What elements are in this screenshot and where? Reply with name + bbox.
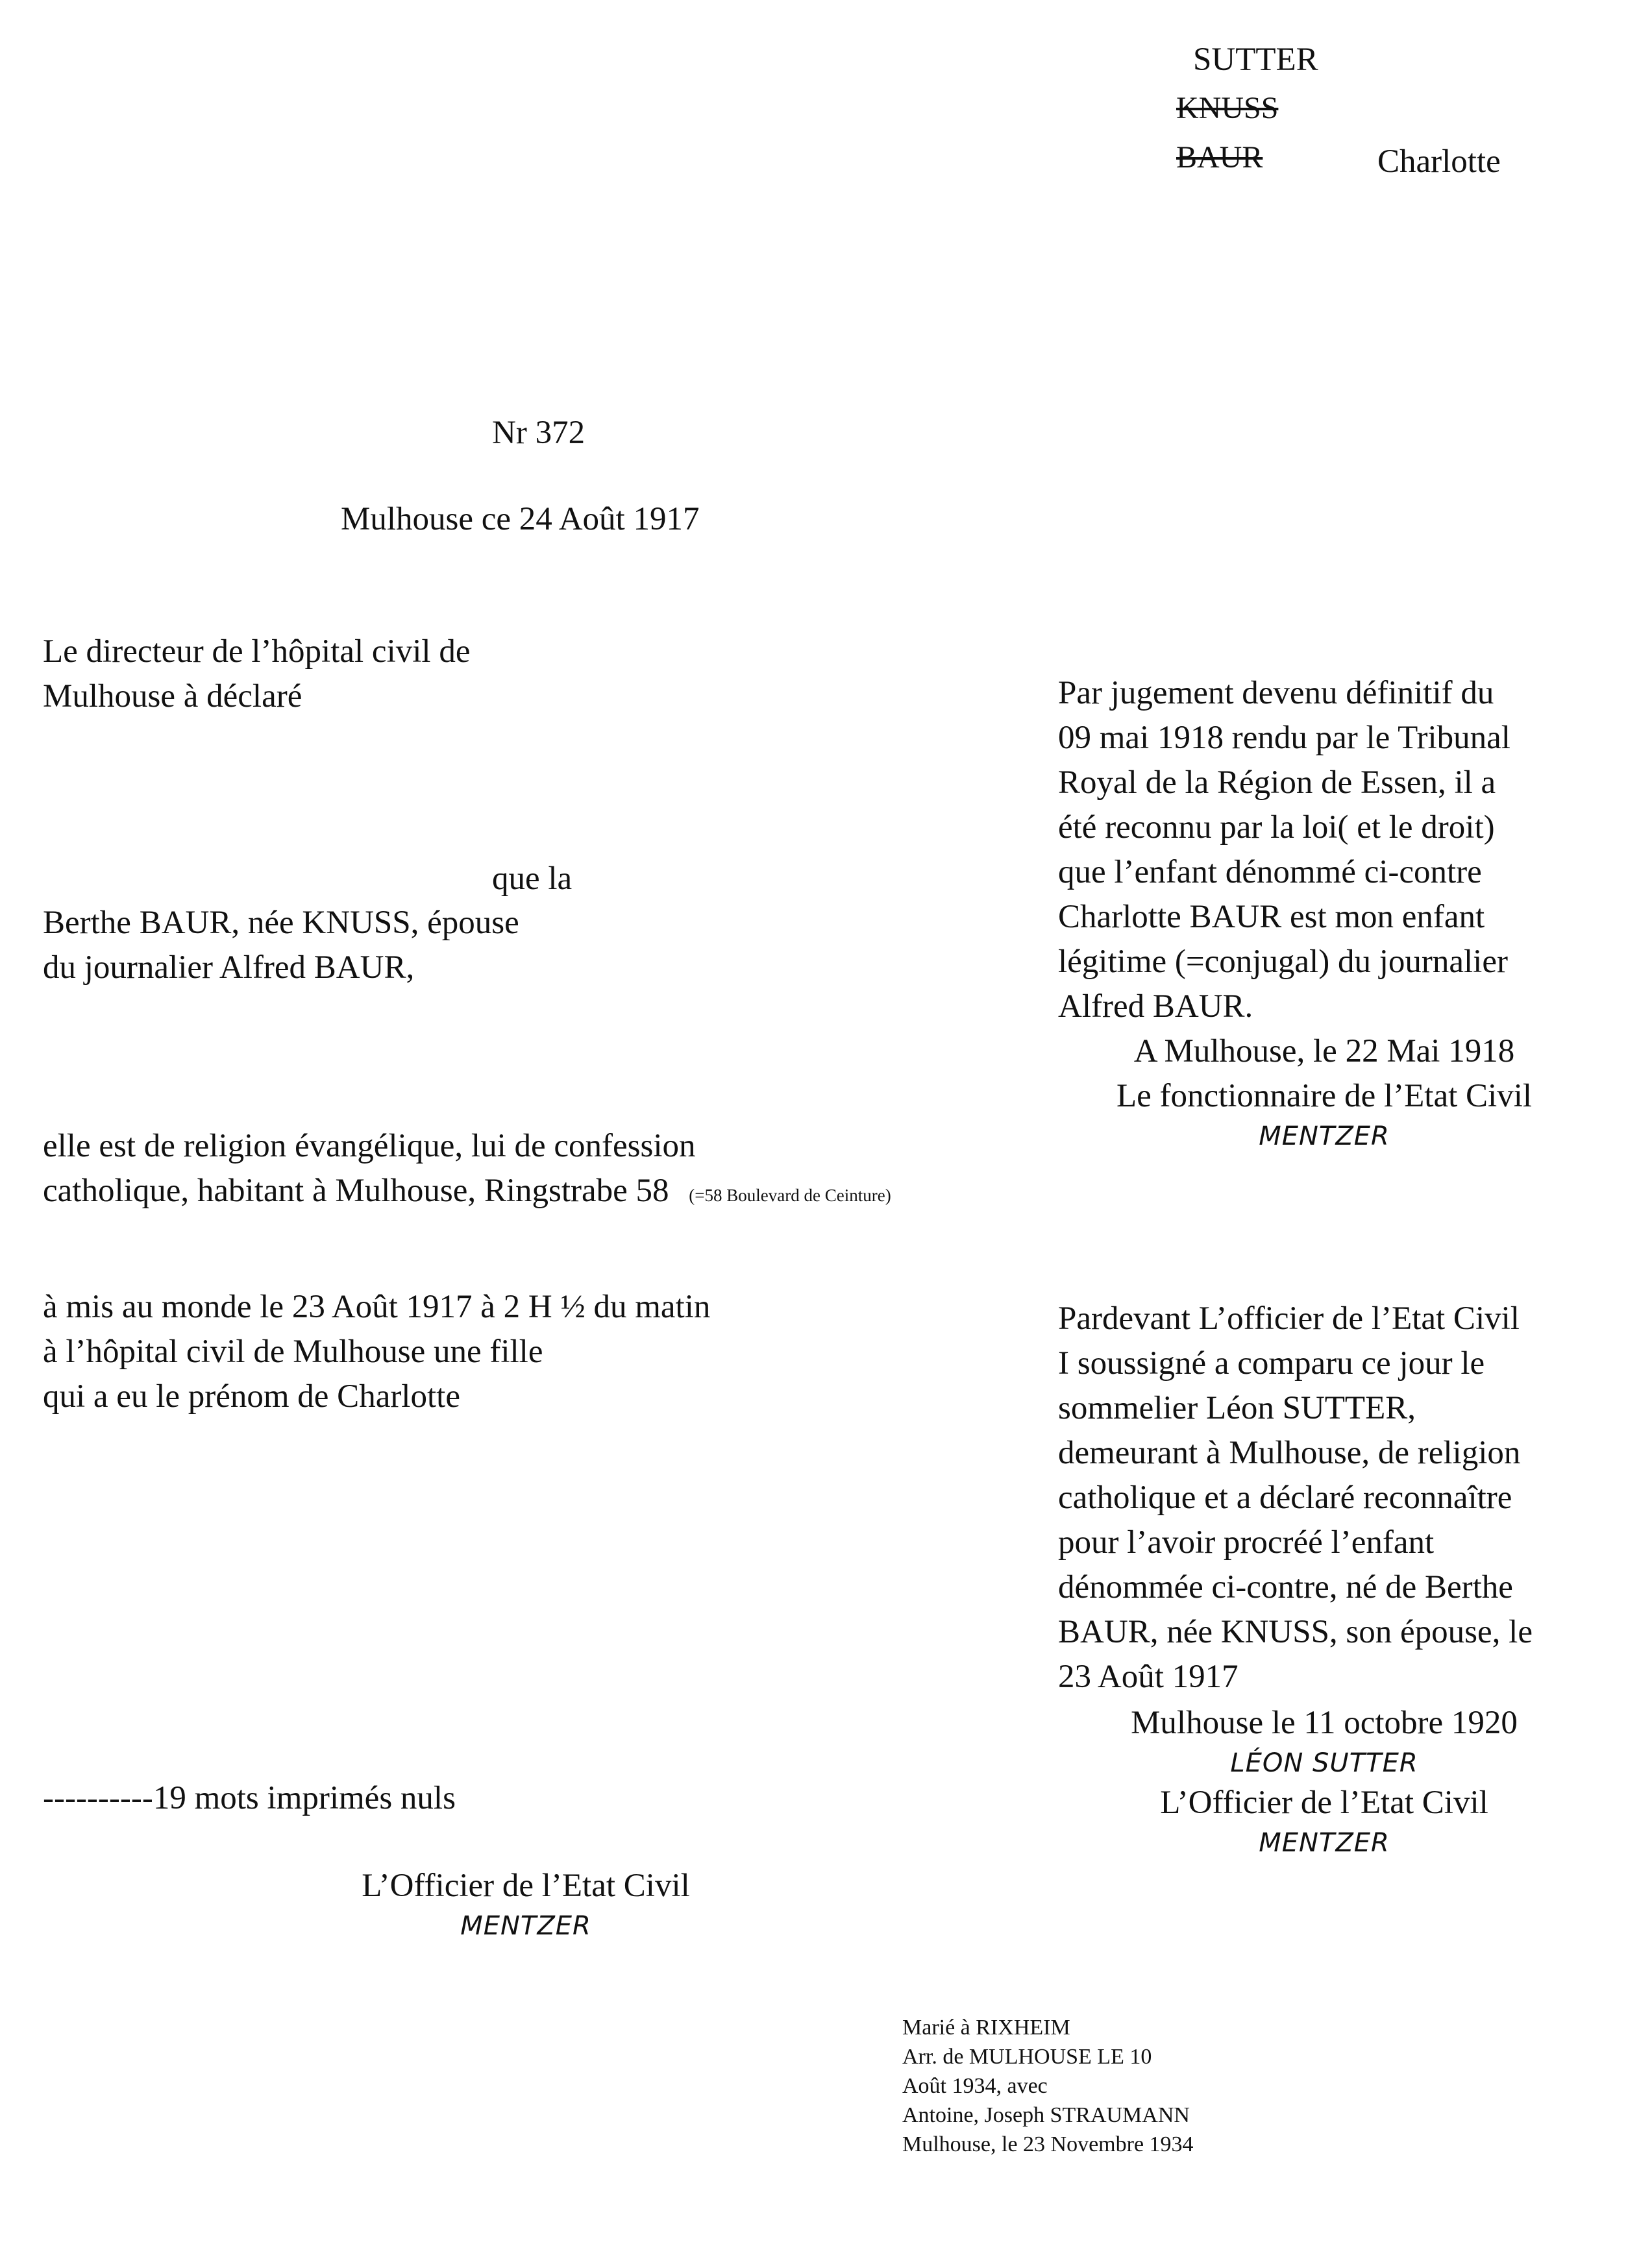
marriage-note-line: Marié à RIXHEIM [902,2016,1070,2040]
religion-line: elle est de religion évangélique, lui de confession [43,1128,696,1164]
mother-paragraph [43,901,519,990]
judgment-line: Charlotte BAUR est mon enfant [1058,899,1485,935]
marriage-note-line: Antoine, Joseph STRAUMANN [902,2103,1190,2127]
void-words-note [43,1776,456,1821]
void-words-text: ----------19 mots imprimés nuls [43,1780,456,1816]
birth-paragraph [43,1285,710,1419]
declaration-paragraph [43,629,470,719]
judgment-place-date: A Mulhouse, le 22 Mai 1918 [1133,1033,1515,1069]
act-number [492,411,585,456]
recognition-line: dénommée ci-contre, né de Berthe [1058,1569,1513,1605]
act-place-date-text: Mulhouse ce 24 Août 1917 [341,501,700,537]
judgment-paragraph [1058,671,1510,1029]
recognition-officer-signature: MENTZER [1259,1828,1390,1858]
religion-address-text: catholique, habitant à Mulhouse, Ringstrabe 58 [43,1173,669,1209]
birth-line: qui a eu le prénom de Charlotte [43,1378,460,1415]
judgment-official-title: Le fonctionnaire de l’Etat Civil [1116,1078,1533,1114]
recognition-officer-title: L’Officier de l’Etat Civil [1160,1785,1488,1821]
declaration-line: Mulhouse à déclaré [43,678,302,714]
recognition-signature-block [1065,1701,1584,1860]
current-surname: SUTTER [1193,42,1318,78]
officer-signature: MENTZER [460,1911,591,1941]
judgment-signature: MENTZER [1259,1121,1390,1151]
que-la [492,857,572,901]
judgment-line: 09 mai 1918 rendu par le Tribunal [1058,720,1510,756]
judgment-line: légitime (=conjugal) du journalier [1058,944,1508,980]
marriage-note-line: Mulhouse, le 23 Novembre 1934 [902,2132,1194,2156]
struck-surname-2 [1176,135,1263,180]
first-name-header [1377,140,1501,184]
judgment-line: que l’enfant dénommé ci-contre [1058,854,1482,890]
judgment-line: Royal de la Région de Essen, il a [1058,764,1496,801]
que-la-text: que la [492,860,573,897]
officer-title: L’Officier de l’Etat Civil [362,1868,690,1904]
act-place-date [341,497,699,542]
religion-paragraph [43,1124,891,1213]
struck-name-knuss: KNUSS [1176,91,1279,125]
address-note: (=58 Boulevard de Ceinture) [689,1186,891,1205]
birth-line: à l’hôpital civil de Mulhouse une fille [43,1334,543,1370]
judgment-line: Par jugement devenu définitif du [1058,675,1494,711]
first-name: Charlotte [1377,143,1501,180]
judgment-signature-block [1065,1029,1584,1154]
mother-line: Berthe BAUR, née KNUSS, épouse [43,905,519,941]
recognition-place-date: Mulhouse le 11 octobre 1920 [1131,1705,1518,1741]
act-number-text: Nr 372 [492,415,586,451]
recognition-line: I soussigné a comparu ce jour le [1058,1345,1485,1382]
struck-name-baur: BAUR [1176,140,1263,175]
recognition-line: catholique et a déclaré reconnaître [1058,1480,1512,1516]
judgment-line: Alfred BAUR. [1058,988,1253,1025]
surname-header [1193,38,1318,82]
marriage-note [902,2013,1194,2159]
act-officer-block [273,1864,779,1944]
recognition-line: 23 Août 1917 [1058,1659,1239,1695]
recognition-line: demeurant à Mulhouse, de religion [1058,1435,1521,1471]
recognition-line: sommelier Léon SUTTER, [1058,1390,1416,1426]
birth-line: à mis au monde le 23 Août 1917 à 2 H ½ du matin [43,1289,711,1325]
judgment-line: été reconnu par la loi( et le droit) [1058,809,1495,846]
declaration-line: Le directeur de l’hôpital civil de [43,633,471,670]
mother-line: du journalier Alfred BAUR, [43,949,415,986]
marriage-note-line: Arr. de MULHOUSE LE 10 [902,2045,1152,2069]
recognition-line: BAUR, née KNUSS, son épouse, le [1058,1614,1533,1650]
struck-surname-1 [1176,86,1278,130]
declarant-signature: LÉON SUTTER [1230,1748,1418,1778]
marriage-note-line: Août 1934, avec [902,2074,1048,2098]
recognition-paragraph [1058,1297,1533,1700]
recognition-line: pour l’avoir procréé l’enfant [1058,1524,1435,1561]
religion-line [43,1169,891,1213]
recognition-line: Pardevant L’officier de l’Etat Civil [1058,1300,1520,1337]
